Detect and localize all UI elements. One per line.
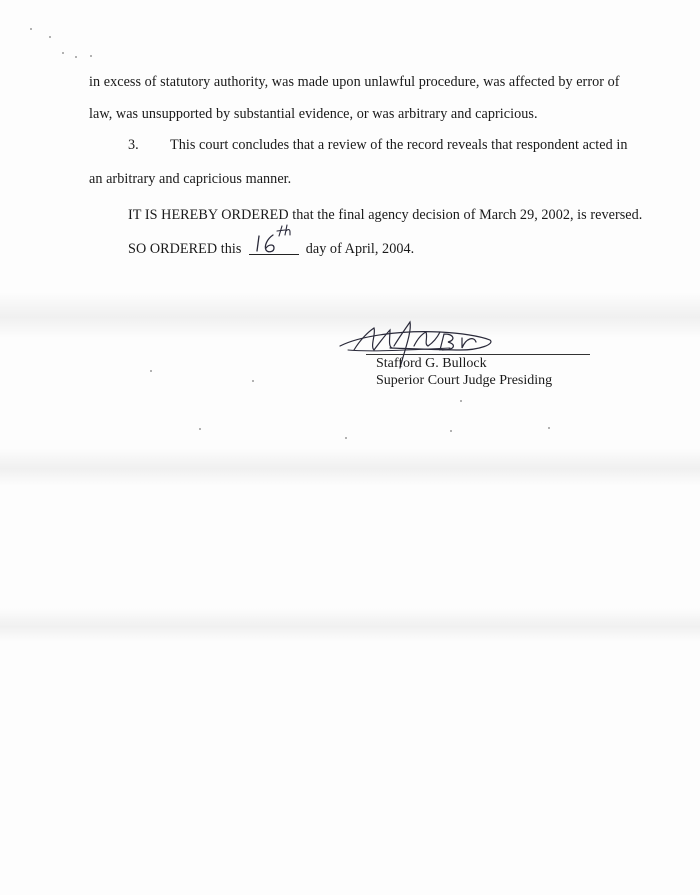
paragraph-number: 3. [128, 137, 139, 153]
so-ordered-line [128, 238, 414, 257]
scan-speck [75, 56, 77, 58]
so-ordered-prefix: SO ORDERED this [128, 241, 242, 257]
handwritten-day-blank [249, 238, 299, 255]
so-ordered-suffix: day of April, 2004. [305, 241, 415, 257]
scan-band [0, 448, 700, 486]
scan-speck [199, 428, 201, 430]
handwritten-day-16th [249, 224, 299, 254]
judge-title: Superior Court Judge Presiding [376, 373, 553, 388]
scan-speck [548, 427, 550, 429]
scan-speck [460, 400, 462, 402]
body-text-line: in excess of statutory authority, was made upon unlawful procedure, was affected by error of [89, 74, 620, 90]
scan-speck [252, 380, 254, 382]
scan-speck [150, 370, 152, 372]
scan-speck [90, 55, 92, 57]
scan-speck [62, 52, 64, 54]
body-text-line: an arbitrary and capricious manner. [89, 171, 292, 187]
scan-speck [49, 36, 51, 38]
signature-line [366, 354, 590, 355]
body-text-line: This court concludes that a review of the record reveals that respondent acted in [170, 137, 628, 153]
scan-speck [30, 28, 32, 30]
scan-speck [345, 437, 347, 439]
scan-speck [450, 430, 452, 432]
scan-band [0, 608, 700, 642]
signature-block [330, 316, 600, 396]
judge-name: Stafford G. Bullock [376, 356, 487, 371]
body-text-line: law, was unsupported by substantial evidence, or was arbitrary and capricious. [89, 106, 538, 122]
order-statement: IT IS HEREBY ORDERED that the final agency decision of March 29, 2002, is reversed. [128, 207, 643, 223]
